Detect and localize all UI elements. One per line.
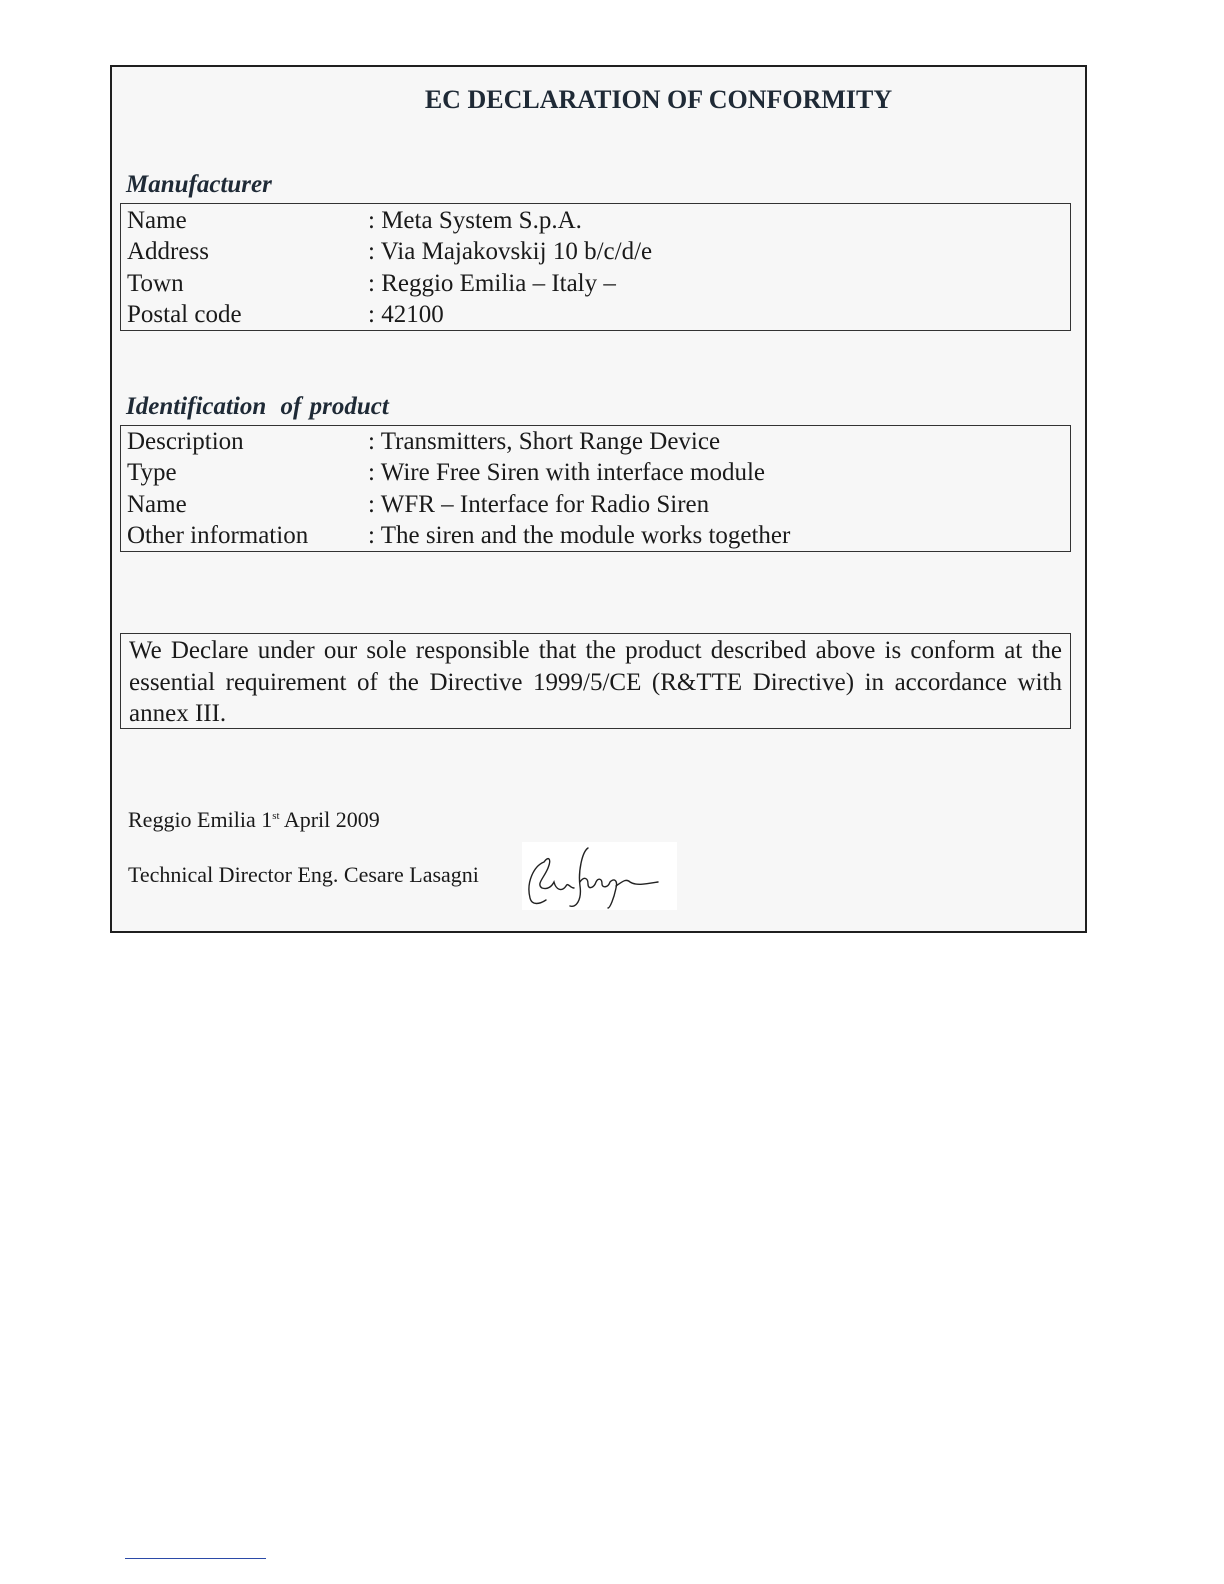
product-heading-word: of <box>280 393 302 420</box>
product-table <box>120 425 1071 552</box>
manufacturer-table <box>120 203 1071 331</box>
field-value: : Wire Free Siren with interface module <box>368 459 766 487</box>
product-row <box>127 521 1064 553</box>
declaration-statement: We Declare under our sole responsible that the product described above is conform at the essential requirement of the Directive 1999/5/CE (R&TTE Directive) in accordance with annex III. <box>120 633 1071 729</box>
field-label: Type <box>127 459 177 487</box>
field-label: Other information <box>127 522 309 550</box>
date-suffix: st <box>272 810 280 822</box>
product-row <box>127 489 1064 521</box>
date-place: Reggio Emilia 1 <box>128 807 273 832</box>
field-value: : The siren and the module works together <box>368 522 791 550</box>
product-heading-word: product <box>309 393 389 420</box>
date-rest: April 2009 <box>279 807 380 832</box>
manufacturer-row <box>127 237 1064 269</box>
product-row <box>127 426 1064 458</box>
field-label: Name <box>127 490 187 518</box>
product-heading-word: Identification <box>126 393 267 420</box>
field-label: Town <box>127 269 184 297</box>
field-label: Address <box>127 238 209 266</box>
product-row <box>127 458 1064 490</box>
signer-line: Technical Director Eng. Cesare Lasagni <box>128 862 479 887</box>
page-title: EC DECLARATION OF CONFORMITY <box>424 85 893 114</box>
field-value: : Reggio Emilia – Italy – <box>368 269 616 297</box>
manufacturer-row <box>127 268 1064 300</box>
handwritten-signature <box>522 842 677 910</box>
field-value: : Via Majakovskij 10 b/c/d/e <box>368 238 653 266</box>
field-value: : Meta System S.p.A. <box>368 206 582 234</box>
field-label: Postal code <box>127 301 242 329</box>
declaration-frame <box>110 65 1087 933</box>
manufacturer-row <box>127 205 1064 237</box>
product-heading <box>126 393 389 421</box>
footer-rule <box>125 1558 266 1559</box>
field-value: : 42100 <box>368 301 444 329</box>
date-line <box>128 807 380 833</box>
field-value: : WFR – Interface for Radio Siren <box>368 490 710 518</box>
field-value: : Transmitters, Short Range Device <box>368 427 721 455</box>
field-label: Name <box>127 206 187 234</box>
manufacturer-row <box>127 300 1064 332</box>
manufacturer-heading: Manufacturer <box>126 171 272 198</box>
field-label: Description <box>127 427 244 455</box>
